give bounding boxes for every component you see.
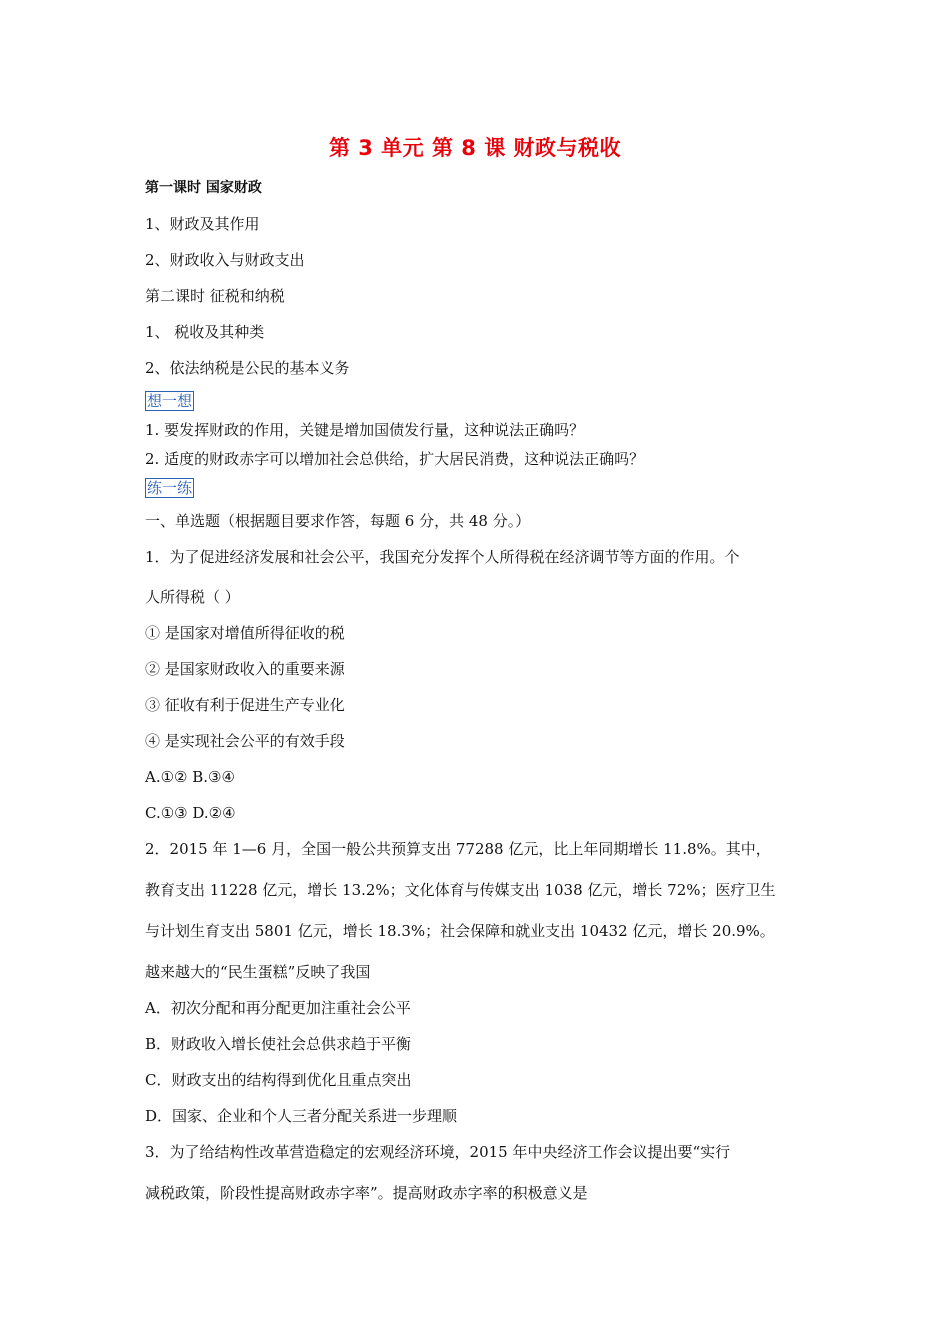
page-title: 第 3 单元 第 8 课 财政与税收 [328,136,622,160]
lesson1-point-2: 2、财政收入与财政支出 [145,251,305,269]
q1-options-cd: C.①③ D.②④ [145,804,236,822]
q1-item-4: ④ 是实现社会公平的有效手段 [145,732,345,750]
q1-options-ab: A.①② B.③④ [145,768,235,786]
q2-option-b: B．财政收入增长使社会总供求趋于平衡 [145,1035,412,1053]
q1-item-1: ① 是国家对增值所得征收的税 [145,624,345,642]
q2-line-2: 教育支出 11228 亿元，增长 13.2%；文化体育与传媒支出 1038 亿元，增长 72%；医疗卫生 [145,881,776,899]
lesson1-point-1: 1、财政及其作用 [145,215,260,233]
lesson2-point-2: 2、依法纳税是公民的基本义务 [145,359,350,377]
think-question-2: 2. 适度的财政赤字可以增加社会总供给，扩大居民消费，这种说法正确吗？ [145,450,645,468]
lesson2-heading: 第二课时 征税和纳税 [145,287,285,305]
think-question-1: 1. 要发挥财政的作用，关键是增加国债发行量，这种说法正确吗？ [145,421,585,439]
q1-line-2: 人所得税（ ） [145,588,240,606]
q1-line-1: 1．为了促进经济发展和社会公平，我国充分发挥个人所得税在经济调节等方面的作用。个 [145,548,740,566]
q2-option-c: C．财政支出的结构得到优化且重点突出 [145,1071,412,1089]
q2-line-3: 与计划生育支出 5801 亿元，增长 18.3%；社会保障和就业支出 10432 亿元，增长 20.9%。 [145,922,775,940]
q3-line-1: 3．为了给结构性改革营造稳定的宏观经济环境，2015 年中央经济工作会议提出要“实行 [145,1143,731,1161]
q1-item-3: ③ 征收有利于促进生产专业化 [145,696,345,714]
q2-line-4: 越来越大的“民生蛋糕”反映了我国 [145,963,371,981]
think-label: 想一想 [147,392,193,410]
q2-line-1: 2．2015 年 1—6 月，全国一般公共预算支出 77288 亿元，比上年同期增长 11.8%。其中， [145,840,771,858]
q2-option-d: D．国家、企业和个人三者分配关系进一步理顺 [145,1107,458,1125]
lesson2-point-1: 1、 税收及其种类 [145,323,265,341]
section-heading: 一、单选题（根据题目要求作答，每题 6 分，共 48 分。） [145,512,531,530]
q3-line-2: 减税政策，阶段性提高财政赤字率”。提高财政赤字率的积极意义是 [145,1184,588,1202]
q1-item-2: ② 是国家财政收入的重要来源 [145,660,345,678]
practice-label: 练一练 [147,479,193,497]
lesson1-heading: 第一课时 国家财政 [145,180,262,196]
q2-option-a: A．初次分配和再分配更加注重社会公平 [145,999,411,1017]
